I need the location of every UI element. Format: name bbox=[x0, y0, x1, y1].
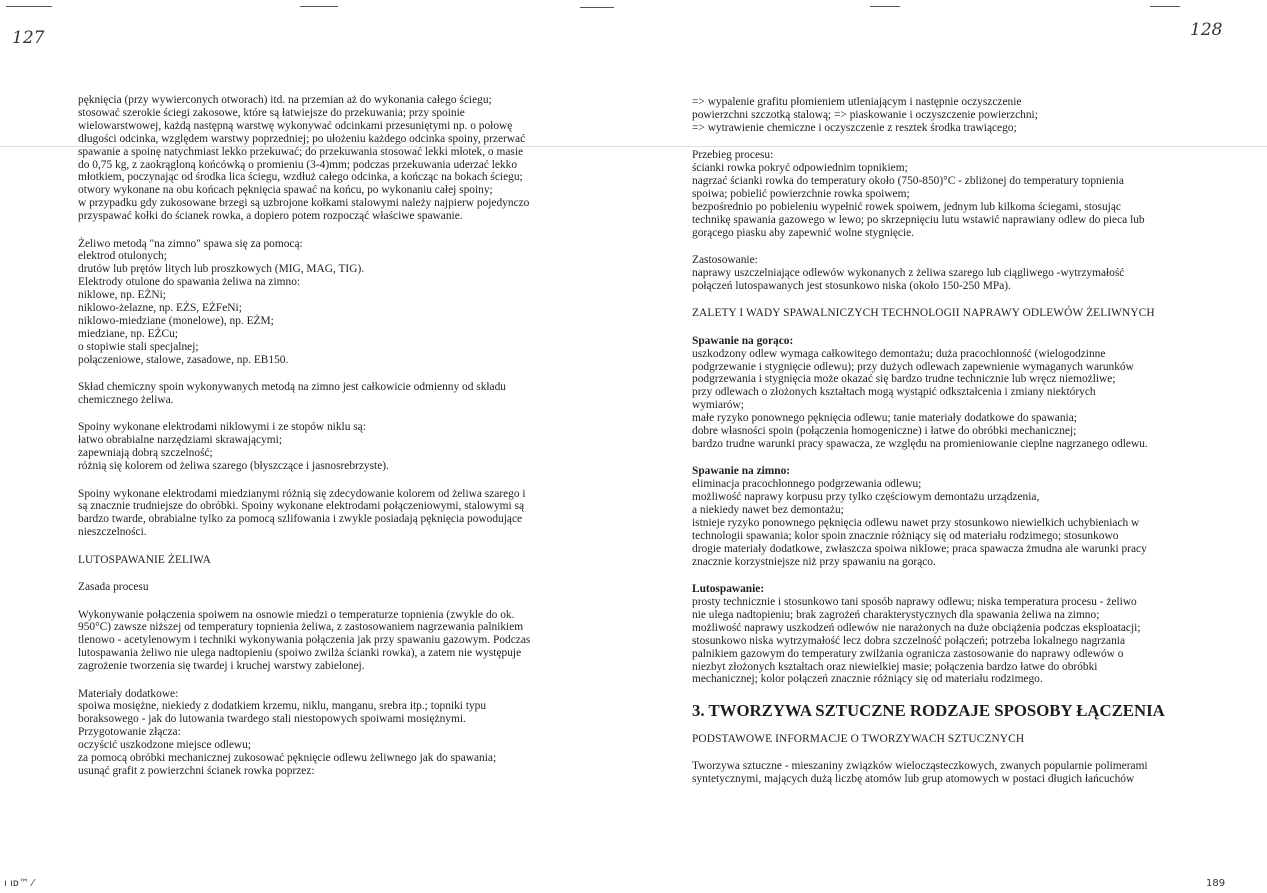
paragraph-tworzywa-sztuczne bbox=[692, 760, 1180, 786]
text-line: technikę spawania gazowego w lewo; po skrzepnięciu lutu wstawić naprawiany odlew do pieca lub bbox=[692, 213, 1145, 226]
text-line: spoiwa; pobielić powierzchnie rowka spoiwem; bbox=[692, 187, 910, 200]
text-line: małe ryzyko ponownego pęknięcia odlewu; tanie materiały dodatkowe do spawania; bbox=[692, 412, 1077, 425]
text-line: do 0,75 kg, z zaokrągloną końcówką o promieniu (3-4)mm; podczas przekuwania uderzać lekko bbox=[78, 158, 518, 171]
right-page-number: 128 bbox=[1190, 20, 1223, 40]
text-line: zagrożenie tworzenia się twardej i kruchej warstwy zabielonej. bbox=[78, 660, 365, 673]
paragraph-spawanie-technique bbox=[78, 94, 558, 223]
text-line: spoiwa mosiężne, niekiedy z dodatkiem krzemu, niklu, manganu, srebra itp.; topniki typu bbox=[78, 700, 487, 713]
text-line: stosunkowo niska wytrzymałość lecz dobra szczelność połączeń; potrzeba lokalnego nagrzania bbox=[692, 634, 1125, 647]
text-line: wielowarstwowej, każdą następną warstwę wykonywać odcinkami przesuniętymi np. o połowę bbox=[78, 119, 513, 132]
text-line: drogie materiały dodatkowe, zwłaszcza spoiwa niklowe; praca spawacza żmudna ale warunki pracy bbox=[692, 542, 1147, 555]
text-line: palnikiem gazowym do temperatury zwilżania ogranicza zastosowanie do naprawy odlewów o bbox=[692, 647, 1124, 660]
text-line: podgrzewanie i stygnięcie odlewu); przy dużych odlewach zapewnienie wymaganych warunków bbox=[692, 360, 1134, 373]
text-line: spawanie a spoinę natychmiast lekko przekuwać; do przekuwania stosować lekki młotek, o masie bbox=[78, 145, 524, 158]
text-line: stosować szerokie ściegi zakosowe, które są łatwiejsze do przekuwania; przy spoinie bbox=[78, 106, 465, 119]
text-line: młotkiem, poczynając od środka lica ściegu, wzdłuż całego odcinka, a kończąc na bokach ściegu; bbox=[78, 171, 523, 184]
bottom-right-mark: 189 bbox=[1206, 878, 1226, 889]
text-line: niklowo-żelazne, np. EŻS, EŻFeNi; bbox=[78, 302, 242, 315]
paragraph-sklad-chemiczny bbox=[78, 381, 558, 407]
text-line: Zastosowanie: bbox=[692, 254, 758, 267]
text-line: prosty technicznie i stosunkowo tani sposób naprawy odlewu; niska temperatura procesu - żeliwo bbox=[692, 596, 1137, 608]
text-line: mechanicznej; kolor połączeń znacznie różniący się od materiału rodzimego. bbox=[692, 673, 1043, 686]
text-line: przy odlewach o złożonych kształtach mogą wystąpić odkształcenia i zmiany niektórych bbox=[692, 386, 1096, 399]
text-line: uszkodzony odlew wymaga całkowitego demontażu; duża pracochłonność (wielogodzinne bbox=[692, 347, 1106, 360]
text-line: Przygotowanie złącza: bbox=[78, 726, 181, 739]
text-line: są znacznie trudniejsze do obróbki. Spoiny wykonane elektrodami połączeniowymi, stalowymi są bbox=[78, 500, 525, 513]
text-line: Spoiny wykonane elektrodami niklowymi i ze stopów niklu są: bbox=[78, 421, 366, 434]
paragraph-przebieg-procesu bbox=[692, 149, 1180, 239]
paragraph-usuwanie-grafitu bbox=[692, 96, 1180, 135]
section-spawanie-na-zimno bbox=[692, 465, 1180, 568]
text-line: tlenowo - acetylenowym i techniki wykonywania połączenia jak przy spawaniu gazowym. Podczas bbox=[78, 634, 531, 647]
left-page bbox=[78, 94, 558, 778]
text-line: Wykonywanie połączenia spoiwem na osnowie miedzi o temperaturze topnienia (zwykle do ok. bbox=[78, 608, 515, 621]
right-page bbox=[692, 96, 1180, 786]
text-line: połączeń lutospawanych jest stosunkowo niska (około 150-250 MPa). bbox=[692, 279, 1011, 292]
text-line: elektrod otulonych; bbox=[78, 250, 167, 263]
section-spawanie-na-goraco bbox=[692, 335, 1180, 451]
text-line: naprawy uszczelniające odlewów wykonanych z żeliwa szarego lub ciągliwego -wytrzymałość bbox=[692, 266, 1125, 279]
text-line: możliwość naprawy uszkodzeń odlewów nie narażonych na duże obciążenia podczas eksploatacji; bbox=[692, 621, 1141, 634]
chapter-title: 3. TWORZYWA SZTUCZNE RODZAJE SPOSOBY ŁĄCZENIA bbox=[692, 700, 1165, 720]
heading-spawanie-na-goraco: Spawanie na gorąco: bbox=[692, 334, 794, 347]
text-line: gorącego piasku aby zapewnić wolne stygnięcie. bbox=[692, 226, 915, 239]
text-line: technologii spawania; kolor spoin znacznie różniący się od materiału rodzimego; stosunkowo bbox=[692, 529, 1119, 542]
scan-mark bbox=[580, 7, 614, 8]
bottom-left-mark: ı ıᴅ™ ⁄ bbox=[4, 878, 34, 889]
text-line: o stopiwie stali specjalnej; bbox=[78, 340, 199, 353]
heading-lutospawanie: Lutospawanie: bbox=[692, 583, 765, 596]
paragraph-materialy bbox=[78, 688, 558, 778]
text-line: istnieje ryzyko ponownego pęknięcia odlewu nawet przy stosunkowo niewielkich uchybieniach w bbox=[692, 516, 1140, 529]
scan-mark bbox=[870, 6, 900, 7]
text-line: => wytrawienie chemiczne i oczyszczenie z resztek środka trawiącego; bbox=[692, 121, 1017, 134]
heading-podstawowe-informacje: PODSTAWOWE INFORMACJE O TWORZYWACH SZTUCZNYCH bbox=[692, 732, 1025, 745]
text-line: 950°C) zawsze niższej od temperatury topnienia żeliwa, z zastosowaniem nagrzewania palnikiem bbox=[78, 621, 524, 634]
text-line: powierzchni szczotką stalową; => piaskowanie i oczyszczenie powierzchni; bbox=[692, 108, 1038, 121]
text-line: oczyścić uszkodzone miejsce odlewu; bbox=[78, 739, 252, 752]
text-line: usunąć grafit z powierzchni ścianek rowka poprzez: bbox=[78, 764, 315, 777]
text-line: Materiały dodatkowe: bbox=[78, 687, 179, 700]
text-line: bardzo twarde, obrabialne tylko za pomocą szlifowania i zwykle posiadają pęknięcia powodujące bbox=[78, 513, 523, 526]
text-line: => wypalenie grafitu płomieniem utleniającym i następnie oczyszczenie bbox=[692, 96, 1022, 108]
paragraph-na-zimno-list bbox=[78, 238, 558, 367]
text-line: lutospawania żeliwo nie ulega nadtopieniu (spoiwo zwilża ścianki rowka), a zatem nie występuje bbox=[78, 647, 522, 660]
text-line: bardzo trudne warunki pracy spawacza, ze względu na promieniowanie cieplne nagrzanego odlewu. bbox=[692, 437, 1148, 450]
text-line: zapewniają dobrą szczelność; bbox=[78, 447, 213, 460]
section-lutospawanie bbox=[692, 583, 1180, 686]
text-line: boraksowego - jak do lutowania twardego stali niestopowych spoiwami mosiężnymi. bbox=[78, 713, 466, 726]
paragraph-niklowe bbox=[78, 421, 558, 473]
text-line: chemicznego żeliwa. bbox=[78, 394, 174, 407]
text-line: syntetycznymi, mających dużą liczbę atomów lub grup atomowych w postaci długich łańcuchów bbox=[692, 773, 1135, 786]
text-line: niklowo-miedziane (monelowe), np. EŻM; bbox=[78, 315, 274, 327]
scan-mark bbox=[1150, 6, 1180, 7]
text-line: Przebieg procesu: bbox=[692, 149, 774, 162]
text-line: nagrzać ścianki rowka do temperatury około (750-850)°C - zbliżonej do temperatury topnienia bbox=[692, 175, 1124, 188]
text-line: niezbyt złożonych kształtach oraz niewielkiej masie; połączenia bardzo łatwe do obróbki bbox=[692, 660, 1098, 673]
text-line: ścianki rowka pokryć odpowiednim topnikiem; bbox=[692, 162, 908, 175]
scan-mark bbox=[6, 6, 52, 7]
heading-spawanie-na-zimno: Spawanie na zimno: bbox=[692, 465, 791, 478]
text-line: otwory wykonane na obu końcach pęknięcia spawać na końcu, po wykonaniu całej spoiny; bbox=[78, 184, 493, 197]
heading-zalety-i-wady: ZALETY I WADY SPAWALNICZYCH TECHNOLOGII NAPRAWY ODLEWÓW ŻELIWNYCH bbox=[692, 307, 1155, 320]
text-line: eliminacja pracochłonnego podgrzewania odlewu; bbox=[692, 478, 922, 491]
text-line: drutów lub prętów litych lub proszkowych (MIG, MAG, TIG). bbox=[78, 263, 365, 276]
text-line: niklowe, np. EŻNi; bbox=[78, 289, 166, 302]
scan-mark bbox=[300, 6, 338, 7]
text-line: różnią się kolorem od żeliwa szarego (błyszczące i jasnosrebrzyste). bbox=[78, 460, 389, 473]
text-line: pęknięcia (przy wywierconych otworach) itd. na przemian aż do wykonania całego ściegu; bbox=[78, 94, 492, 106]
text-line: przyspawać kołki do ścianek rowka, a dopiero potem rozpocząć właściwe spawanie. bbox=[78, 210, 463, 223]
text-line: znacznie korzystniejsze niż przy spawaniu na gorąco. bbox=[692, 555, 936, 568]
text-line: nie ulega nadtopieniu; brak zagrożeń charakterystycznych dla spawania żeliwa na zimno; bbox=[692, 608, 1100, 621]
text-line: łatwo obrabialne narzędziami skrawającymi; bbox=[78, 434, 282, 447]
text-line: a niekiedy nawet bez demontażu; bbox=[692, 504, 844, 517]
paragraph-miedziane bbox=[78, 488, 558, 540]
text-line: Skład chemiczny spoin wykonywanych metodą na zimno jest całkowicie odmienny od składu bbox=[78, 381, 506, 394]
text-line: za pomocą obróbki mechanicznej zukosować pęknięcie odlewu żeliwnego jak do spawania; bbox=[78, 752, 497, 765]
left-page-number: 127 bbox=[12, 28, 45, 48]
heading-lutospawanie-zeliwa: LUTOSPAWANIE ŻELIWA bbox=[78, 553, 211, 566]
text-line: Spoiny wykonane elektrodami miedzianymi różnią się zdecydowanie kolorem od żeliwa szarego i bbox=[78, 487, 526, 500]
text-line: wymiarów; bbox=[692, 399, 744, 412]
text-line: w przypadku gdy zukosowane brzegi są uzbrojone kołkami stalowymi należy najpierw pojedynczo bbox=[78, 197, 530, 210]
text-line: Elektrody otulone do spawania żeliwa na zimno: bbox=[78, 276, 301, 289]
text-line: długości odcinka, względem warstwy poprzedniej; po ułożeniu każdego odcinka spoiny, przerwać bbox=[78, 132, 526, 145]
text-line: nieszczelności. bbox=[78, 526, 147, 539]
text-line: możliwość naprawy korpusu przy tylko częściowym demontażu urządzenia, bbox=[692, 491, 1040, 504]
text-line: połączeniowe, stalowe, zasadowe, np. EB150. bbox=[78, 353, 289, 366]
paragraph-wykonywanie bbox=[78, 609, 558, 674]
text-line: bezpośrednio po pobieleniu wypełnić rowek spoiwem, jednym lub kilkoma ściegami, stosując bbox=[692, 200, 1121, 213]
heading-zasada-procesu: Zasada procesu bbox=[78, 581, 149, 594]
paragraph-zastosowanie bbox=[692, 254, 1180, 293]
text-line: podgrzewania i stygnięcia może okazać się bardzo trudne technicznie lub wręcz niemożliwe; bbox=[692, 373, 1116, 386]
text-line: dobre własności spoin (połączenia homogeniczne) i łatwe do obróbki mechanicznej; bbox=[692, 425, 1077, 438]
text-line: Tworzywa sztuczne - mieszaniny związków wielocząsteczkowych, zwanych popularnie polimerami bbox=[692, 760, 1148, 773]
text-line: Żeliwo metodą "na zimno" spawa się za pomocą: bbox=[78, 237, 303, 250]
text-line: miedziane, np. EŻCu; bbox=[78, 327, 178, 340]
